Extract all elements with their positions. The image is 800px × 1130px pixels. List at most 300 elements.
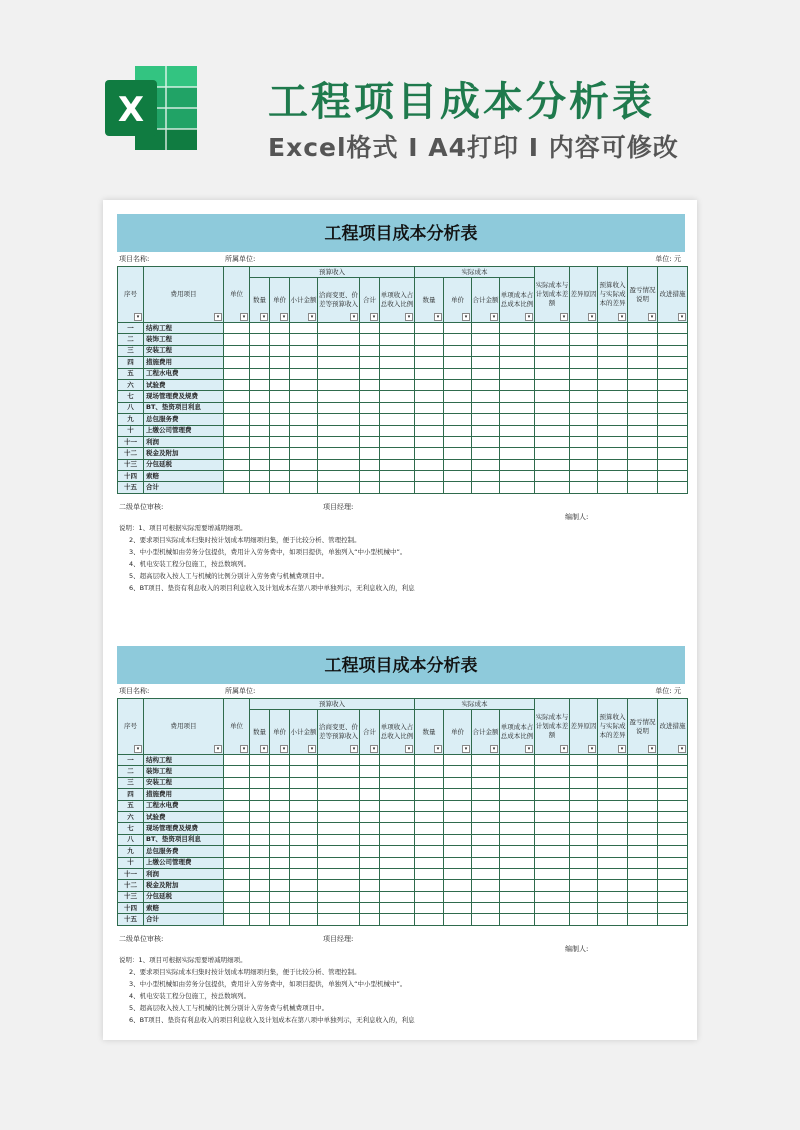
data-cell[interactable] — [472, 880, 500, 891]
data-cell[interactable] — [415, 414, 444, 425]
data-cell[interactable] — [535, 755, 570, 766]
data-cell[interactable] — [270, 425, 290, 436]
data-cell[interactable] — [290, 846, 318, 857]
data-cell[interactable] — [270, 914, 290, 925]
filter-dropdown-icon[interactable]: ▾ — [462, 313, 470, 321]
data-cell[interactable] — [250, 777, 270, 788]
data-cell[interactable] — [380, 379, 415, 390]
data-cell[interactable] — [444, 857, 472, 868]
data-cell[interactable] — [270, 811, 290, 822]
data-cell[interactable] — [472, 425, 500, 436]
data-cell[interactable] — [500, 868, 535, 879]
data-cell[interactable] — [380, 800, 415, 811]
data-cell[interactable] — [415, 891, 444, 902]
data-cell[interactable] — [415, 357, 444, 368]
data-cell[interactable] — [360, 357, 380, 368]
filter-dropdown-icon[interactable]: ▾ — [618, 313, 626, 321]
filter-dropdown-icon[interactable]: ▾ — [240, 313, 248, 321]
data-cell[interactable] — [598, 846, 628, 857]
data-cell[interactable] — [444, 323, 472, 334]
data-cell[interactable] — [628, 789, 658, 800]
data-cell[interactable] — [570, 811, 598, 822]
data-cell[interactable] — [598, 857, 628, 868]
data-cell[interactable] — [500, 823, 535, 834]
data-cell[interactable] — [500, 755, 535, 766]
data-cell[interactable] — [472, 402, 500, 413]
data-cell[interactable] — [500, 880, 535, 891]
data-cell[interactable] — [500, 903, 535, 914]
data-cell[interactable] — [318, 755, 360, 766]
data-cell[interactable] — [472, 436, 500, 447]
data-cell[interactable] — [500, 345, 535, 356]
data-cell[interactable] — [270, 823, 290, 834]
data-cell[interactable] — [270, 857, 290, 868]
data-cell[interactable] — [444, 846, 472, 857]
filter-dropdown-icon[interactable]: ▾ — [280, 313, 288, 321]
data-cell[interactable] — [628, 402, 658, 413]
data-cell[interactable] — [535, 914, 570, 925]
filter-dropdown-icon[interactable]: ▾ — [370, 745, 378, 753]
data-cell[interactable] — [500, 379, 535, 390]
data-cell[interactable] — [535, 448, 570, 459]
data-cell[interactable] — [500, 834, 535, 845]
data-cell[interactable] — [290, 482, 318, 493]
data-cell[interactable] — [318, 800, 360, 811]
data-cell[interactable] — [270, 482, 290, 493]
data-cell[interactable] — [318, 777, 360, 788]
data-cell[interactable] — [570, 323, 598, 334]
data-cell[interactable] — [360, 436, 380, 447]
data-cell[interactable] — [472, 846, 500, 857]
data-cell[interactable] — [224, 323, 250, 334]
data-cell[interactable] — [360, 857, 380, 868]
data-cell[interactable] — [598, 800, 628, 811]
data-cell[interactable] — [224, 334, 250, 345]
data-cell[interactable] — [535, 345, 570, 356]
data-cell[interactable] — [318, 345, 360, 356]
data-cell[interactable] — [415, 379, 444, 390]
data-cell[interactable] — [415, 857, 444, 868]
data-cell[interactable] — [224, 402, 250, 413]
data-cell[interactable] — [535, 811, 570, 822]
data-cell[interactable] — [535, 777, 570, 788]
data-cell[interactable] — [658, 846, 688, 857]
data-cell[interactable] — [380, 414, 415, 425]
data-cell[interactable] — [472, 471, 500, 482]
data-cell[interactable] — [360, 448, 380, 459]
data-cell[interactable] — [250, 868, 270, 879]
data-cell[interactable] — [360, 402, 380, 413]
data-cell[interactable] — [598, 345, 628, 356]
data-cell[interactable] — [535, 891, 570, 902]
data-cell[interactable] — [224, 857, 250, 868]
data-cell[interactable] — [224, 414, 250, 425]
data-cell[interactable] — [380, 368, 415, 379]
data-cell[interactable] — [415, 436, 444, 447]
data-cell[interactable] — [472, 391, 500, 402]
data-cell[interactable] — [444, 471, 472, 482]
data-cell[interactable] — [472, 357, 500, 368]
filter-dropdown-icon[interactable]: ▾ — [214, 745, 222, 753]
data-cell[interactable] — [472, 800, 500, 811]
data-cell[interactable] — [290, 868, 318, 879]
data-cell[interactable] — [500, 414, 535, 425]
data-cell[interactable] — [224, 823, 250, 834]
data-cell[interactable] — [290, 459, 318, 470]
data-cell[interactable] — [628, 914, 658, 925]
filter-dropdown-icon[interactable]: ▾ — [678, 745, 686, 753]
data-cell[interactable] — [444, 777, 472, 788]
data-cell[interactable] — [290, 811, 318, 822]
data-cell[interactable] — [270, 402, 290, 413]
data-cell[interactable] — [500, 471, 535, 482]
data-cell[interactable] — [598, 402, 628, 413]
data-cell[interactable] — [415, 471, 444, 482]
data-cell[interactable] — [415, 448, 444, 459]
data-cell[interactable] — [535, 868, 570, 879]
data-cell[interactable] — [360, 846, 380, 857]
data-cell[interactable] — [318, 868, 360, 879]
data-cell[interactable] — [360, 414, 380, 425]
filter-dropdown-icon[interactable]: ▾ — [618, 745, 626, 753]
filter-dropdown-icon[interactable]: ▾ — [260, 745, 268, 753]
data-cell[interactable] — [444, 834, 472, 845]
data-cell[interactable] — [598, 880, 628, 891]
data-cell[interactable] — [628, 334, 658, 345]
data-cell[interactable] — [570, 903, 598, 914]
data-cell[interactable] — [224, 880, 250, 891]
data-cell[interactable] — [250, 379, 270, 390]
data-cell[interactable] — [628, 857, 658, 868]
data-cell[interactable] — [472, 766, 500, 777]
data-cell[interactable] — [535, 334, 570, 345]
data-cell[interactable] — [290, 789, 318, 800]
data-cell[interactable] — [444, 766, 472, 777]
data-cell[interactable] — [270, 334, 290, 345]
data-cell[interactable] — [224, 755, 250, 766]
data-cell[interactable] — [415, 880, 444, 891]
data-cell[interactable] — [444, 891, 472, 902]
data-cell[interactable] — [250, 471, 270, 482]
data-cell[interactable] — [535, 379, 570, 390]
data-cell[interactable] — [658, 880, 688, 891]
data-cell[interactable] — [415, 766, 444, 777]
data-cell[interactable] — [598, 436, 628, 447]
data-cell[interactable] — [270, 880, 290, 891]
data-cell[interactable] — [444, 436, 472, 447]
data-cell[interactable] — [472, 334, 500, 345]
data-cell[interactable] — [250, 914, 270, 925]
data-cell[interactable] — [224, 471, 250, 482]
data-cell[interactable] — [270, 777, 290, 788]
data-cell[interactable] — [535, 800, 570, 811]
data-cell[interactable] — [250, 834, 270, 845]
data-cell[interactable] — [472, 903, 500, 914]
data-cell[interactable] — [380, 903, 415, 914]
data-cell[interactable] — [628, 846, 658, 857]
data-cell[interactable] — [444, 334, 472, 345]
data-cell[interactable] — [444, 800, 472, 811]
data-cell[interactable] — [472, 777, 500, 788]
data-cell[interactable] — [444, 823, 472, 834]
data-cell[interactable] — [658, 391, 688, 402]
data-cell[interactable] — [598, 834, 628, 845]
data-cell[interactable] — [628, 345, 658, 356]
data-cell[interactable] — [570, 846, 598, 857]
data-cell[interactable] — [472, 823, 500, 834]
data-cell[interactable] — [500, 448, 535, 459]
data-cell[interactable] — [290, 368, 318, 379]
data-cell[interactable] — [570, 448, 598, 459]
data-cell[interactable] — [500, 846, 535, 857]
data-cell[interactable] — [628, 471, 658, 482]
data-cell[interactable] — [318, 789, 360, 800]
data-cell[interactable] — [380, 811, 415, 822]
data-cell[interactable] — [415, 334, 444, 345]
data-cell[interactable] — [290, 880, 318, 891]
data-cell[interactable] — [290, 391, 318, 402]
data-cell[interactable] — [658, 345, 688, 356]
data-cell[interactable] — [444, 789, 472, 800]
data-cell[interactable] — [360, 823, 380, 834]
data-cell[interactable] — [380, 823, 415, 834]
data-cell[interactable] — [472, 755, 500, 766]
data-cell[interactable] — [270, 368, 290, 379]
data-cell[interactable] — [598, 891, 628, 902]
data-cell[interactable] — [380, 891, 415, 902]
data-cell[interactable] — [598, 391, 628, 402]
data-cell[interactable] — [444, 414, 472, 425]
data-cell[interactable] — [500, 482, 535, 493]
data-cell[interactable] — [380, 459, 415, 470]
data-cell[interactable] — [250, 789, 270, 800]
data-cell[interactable] — [658, 357, 688, 368]
data-cell[interactable] — [628, 368, 658, 379]
data-cell[interactable] — [598, 425, 628, 436]
data-cell[interactable] — [628, 766, 658, 777]
filter-dropdown-icon[interactable]: ▾ — [134, 313, 142, 321]
data-cell[interactable] — [500, 914, 535, 925]
data-cell[interactable] — [570, 800, 598, 811]
data-cell[interactable] — [270, 846, 290, 857]
data-cell[interactable] — [500, 357, 535, 368]
data-cell[interactable] — [415, 459, 444, 470]
data-cell[interactable] — [570, 880, 598, 891]
data-cell[interactable] — [415, 777, 444, 788]
data-cell[interactable] — [290, 834, 318, 845]
data-cell[interactable] — [380, 857, 415, 868]
data-cell[interactable] — [598, 823, 628, 834]
data-cell[interactable] — [224, 914, 250, 925]
data-cell[interactable] — [290, 436, 318, 447]
data-cell[interactable] — [290, 471, 318, 482]
data-cell[interactable] — [415, 368, 444, 379]
data-cell[interactable] — [658, 379, 688, 390]
data-cell[interactable] — [415, 823, 444, 834]
filter-dropdown-icon[interactable]: ▾ — [462, 745, 470, 753]
filter-dropdown-icon[interactable]: ▾ — [648, 745, 656, 753]
data-cell[interactable] — [500, 857, 535, 868]
data-cell[interactable] — [472, 811, 500, 822]
data-cell[interactable] — [444, 391, 472, 402]
data-cell[interactable] — [658, 857, 688, 868]
data-cell[interactable] — [270, 789, 290, 800]
data-cell[interactable] — [598, 868, 628, 879]
data-cell[interactable] — [570, 471, 598, 482]
data-cell[interactable] — [250, 755, 270, 766]
data-cell[interactable] — [360, 755, 380, 766]
data-cell[interactable] — [628, 811, 658, 822]
data-cell[interactable] — [598, 414, 628, 425]
data-cell[interactable] — [570, 357, 598, 368]
data-cell[interactable] — [444, 345, 472, 356]
data-cell[interactable] — [658, 789, 688, 800]
data-cell[interactable] — [500, 334, 535, 345]
data-cell[interactable] — [415, 789, 444, 800]
data-cell[interactable] — [224, 903, 250, 914]
data-cell[interactable] — [360, 903, 380, 914]
data-cell[interactable] — [472, 868, 500, 879]
data-cell[interactable] — [472, 414, 500, 425]
data-cell[interactable] — [250, 857, 270, 868]
data-cell[interactable] — [500, 436, 535, 447]
data-cell[interactable] — [250, 459, 270, 470]
data-cell[interactable] — [658, 766, 688, 777]
data-cell[interactable] — [628, 903, 658, 914]
data-cell[interactable] — [570, 755, 598, 766]
data-cell[interactable] — [535, 857, 570, 868]
data-cell[interactable] — [380, 402, 415, 413]
data-cell[interactable] — [658, 482, 688, 493]
data-cell[interactable] — [290, 755, 318, 766]
data-cell[interactable] — [224, 357, 250, 368]
data-cell[interactable] — [224, 379, 250, 390]
data-cell[interactable] — [598, 448, 628, 459]
filter-dropdown-icon[interactable]: ▾ — [588, 745, 596, 753]
data-cell[interactable] — [472, 345, 500, 356]
data-cell[interactable] — [535, 425, 570, 436]
data-cell[interactable] — [380, 357, 415, 368]
data-cell[interactable] — [360, 800, 380, 811]
data-cell[interactable] — [270, 357, 290, 368]
data-cell[interactable] — [444, 811, 472, 822]
data-cell[interactable] — [570, 459, 598, 470]
data-cell[interactable] — [360, 811, 380, 822]
data-cell[interactable] — [658, 914, 688, 925]
data-cell[interactable] — [250, 766, 270, 777]
data-cell[interactable] — [380, 789, 415, 800]
data-cell[interactable] — [570, 414, 598, 425]
data-cell[interactable] — [224, 436, 250, 447]
data-cell[interactable] — [415, 903, 444, 914]
data-cell[interactable] — [570, 834, 598, 845]
data-cell[interactable] — [570, 857, 598, 868]
data-cell[interactable] — [318, 846, 360, 857]
data-cell[interactable] — [360, 323, 380, 334]
data-cell[interactable] — [380, 323, 415, 334]
data-cell[interactable] — [658, 811, 688, 822]
data-cell[interactable] — [224, 482, 250, 493]
data-cell[interactable] — [250, 323, 270, 334]
filter-dropdown-icon[interactable]: ▾ — [260, 313, 268, 321]
data-cell[interactable] — [658, 414, 688, 425]
data-cell[interactable] — [318, 414, 360, 425]
data-cell[interactable] — [380, 345, 415, 356]
filter-dropdown-icon[interactable]: ▾ — [560, 745, 568, 753]
data-cell[interactable] — [570, 789, 598, 800]
filter-dropdown-icon[interactable]: ▾ — [308, 313, 316, 321]
data-cell[interactable] — [270, 891, 290, 902]
data-cell[interactable] — [570, 379, 598, 390]
data-cell[interactable] — [250, 414, 270, 425]
data-cell[interactable] — [250, 334, 270, 345]
data-cell[interactable] — [224, 891, 250, 902]
data-cell[interactable] — [360, 880, 380, 891]
data-cell[interactable] — [270, 436, 290, 447]
data-cell[interactable] — [290, 914, 318, 925]
data-cell[interactable] — [658, 459, 688, 470]
data-cell[interactable] — [535, 823, 570, 834]
data-cell[interactable] — [598, 482, 628, 493]
data-cell[interactable] — [628, 379, 658, 390]
data-cell[interactable] — [598, 777, 628, 788]
data-cell[interactable] — [535, 402, 570, 413]
data-cell[interactable] — [658, 868, 688, 879]
data-cell[interactable] — [224, 766, 250, 777]
data-cell[interactable] — [270, 379, 290, 390]
data-cell[interactable] — [318, 368, 360, 379]
data-cell[interactable] — [250, 368, 270, 379]
data-cell[interactable] — [415, 482, 444, 493]
data-cell[interactable] — [224, 777, 250, 788]
data-cell[interactable] — [598, 766, 628, 777]
data-cell[interactable] — [658, 823, 688, 834]
data-cell[interactable] — [500, 368, 535, 379]
data-cell[interactable] — [570, 436, 598, 447]
data-cell[interactable] — [535, 880, 570, 891]
filter-dropdown-icon[interactable]: ▾ — [350, 745, 358, 753]
data-cell[interactable] — [415, 846, 444, 857]
data-cell[interactable] — [290, 334, 318, 345]
data-cell[interactable] — [500, 402, 535, 413]
data-cell[interactable] — [250, 903, 270, 914]
data-cell[interactable] — [658, 777, 688, 788]
data-cell[interactable] — [628, 459, 658, 470]
data-cell[interactable] — [318, 880, 360, 891]
data-cell[interactable] — [250, 811, 270, 822]
filter-dropdown-icon[interactable]: ▾ — [678, 313, 686, 321]
data-cell[interactable] — [658, 368, 688, 379]
data-cell[interactable] — [444, 459, 472, 470]
data-cell[interactable] — [415, 755, 444, 766]
data-cell[interactable] — [415, 402, 444, 413]
data-cell[interactable] — [444, 357, 472, 368]
data-cell[interactable] — [444, 448, 472, 459]
data-cell[interactable] — [658, 436, 688, 447]
data-cell[interactable] — [318, 436, 360, 447]
data-cell[interactable] — [472, 914, 500, 925]
data-cell[interactable] — [290, 800, 318, 811]
data-cell[interactable] — [570, 766, 598, 777]
data-cell[interactable] — [658, 334, 688, 345]
data-cell[interactable] — [658, 448, 688, 459]
data-cell[interactable] — [270, 755, 290, 766]
data-cell[interactable] — [380, 448, 415, 459]
data-cell[interactable] — [380, 334, 415, 345]
data-cell[interactable] — [598, 357, 628, 368]
data-cell[interactable] — [658, 755, 688, 766]
data-cell[interactable] — [270, 903, 290, 914]
